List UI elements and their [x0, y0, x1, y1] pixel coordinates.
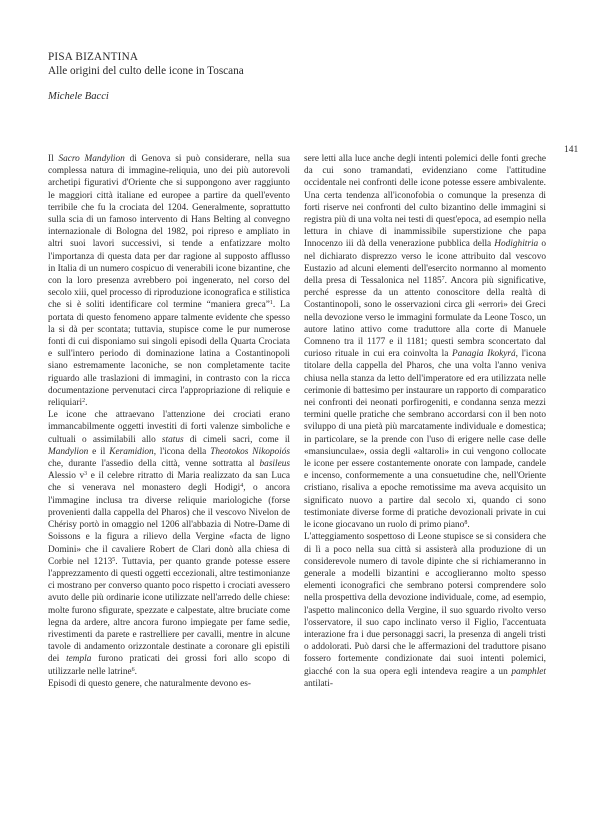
footnote-ref: 1 — [269, 300, 273, 307]
footnote-ref: 2 — [82, 398, 86, 405]
running-header — [48, 51, 448, 103]
text-run: . — [467, 520, 470, 531]
header-author: Michele Bacci — [48, 91, 109, 102]
text-run: che, durante l'assedio della città, venne sottratta al — [48, 459, 260, 470]
text-run: . — [134, 666, 137, 677]
text-run: di Genova si può considerare, nella sua complessa natura di immagine-reliquia, uno dei più autorevoli archetipi figurativi d'Oriente che si suppongono aver raggiunto le maggiori città italiane ed europee a partire da quell'evento terribile che fu la crociata del 1204. Generalmente, soprattutto sulla scia di un famoso intervento di Hans Belting al convegno internazionale di Bologna del 1982, poi ripreso e ampliato in altri suoi lavori successivi, si tende a enfatizzare molto l'importanza di questa data per dar ragione al supposto afflusso in Italia di un numero cospicuo di venerabili icone bizantine, che con la loro presenza avrebbero poi ingenerato, nel corso del secolo xiii, quel processo di riproduzione iconografica e stilistica che si è soliti identificare col termine “maniera greca” — [48, 154, 290, 311]
right-column — [304, 153, 546, 690]
italic-term: status — [161, 434, 184, 445]
text-run: Il — [48, 154, 59, 164]
paragraph — [304, 531, 546, 690]
header-subtitle: Alle origini del culto delle icone in Toscana — [48, 65, 244, 77]
italic-term: Sacro Mandylion — [58, 154, 125, 164]
paragraph — [304, 153, 546, 531]
text-run: . La portata di questo fenomeno appare talmente evidente che spesso la si dà per scontata; tuttavia, stupisce come le pur numerose fonti di cui disponiamo sui singoli episodi della Quarta Crociata e sull'intero periodo di dominazione latina a Costantinopoli siano estremamente laconiche, se non completamente tacite riguardo alle traslazioni di immagini, in contrasto con la ricca documentazione pervenutaci circa l'appropriazione di reliquie e reliquiari — [48, 300, 290, 409]
text-run: di cimeli sacri, come il — [183, 434, 290, 445]
text-run: L'atteggiamento sospettoso di Leone stupisce se si considera che di lì a poco nella sua città si assisterà alla produzione di un considerevole numero di tavole dipinte che si richiameranno in generale a modelli bizantini e accoglieranno molto spesso elementi iconografici che sembrano potersi comprendere solo nella prospettiva della devozione individuale, come, ad esempio, l'aspetto malinconico della Vergine, il suo sguardo rivolto verso l'osservatore, il suo capo inclinato verso il Figlio, l'accentuata interazione fra i due personaggi sacri, la presenza di angeli tristi o addolorati. Può darsi che le affermazioni del traduttore pisano fossero fortemente condizionate dai suoi intenti polemici, giacché con la sua opera egli intendeva reagire a un — [304, 532, 546, 677]
page-number: 141 — [564, 145, 579, 155]
text-run: , o ancora l'immagine inclusa tra diverse reliquie mariologiche (forse provenienti dalla cappella del Pharos) che il vescovo Nivelon de Chérisy portò in omaggio nel 1206 all'abbazia di Notre-Dame di Soissons e la figura a rilievo della Vergine «facta de ligno Domini» che il cavaliere Robert de Clari donò alla chiesa di Corbie nel 1213 — [48, 483, 290, 567]
text-run: e il — [88, 446, 110, 457]
footnote-ref: 4 — [240, 483, 244, 490]
italic-term: Keramidion — [109, 446, 154, 457]
paragraph — [48, 153, 290, 409]
italic-term: Hodighitria — [494, 239, 539, 250]
footnote-ref: 3 — [84, 471, 88, 478]
text-run: . — [85, 398, 88, 409]
text-run: , l'icona della — [153, 446, 211, 457]
text-run: Episodi di questo genere, che naturalmente devono es- — [48, 678, 251, 689]
text-run: furono praticati dei grossi fori allo scopo di utilizzarle nelle latrine — [48, 654, 290, 677]
left-column — [48, 153, 290, 690]
text-run: sere letti alla luce anche degli intenti polemici delle fonti greche da cui sono tramandati, evidenziano come l'attitudine occidentale nei confronti delle icone potesse essere ambivalente. Una certa tendenza all'iconofobia o comunque la presenza di forti riserve nei confronti del culto bizantino delle immagini si registra più di una volta nei testi di quest'epoca, ad esempio nella lettura in chiave di inammissibile superstizione che papa Innocenzo iii dà della venerazione pubblica della — [304, 154, 546, 250]
text-run: e il celebre ritratto di Maria realizzato da san Luca che si venerava nel monastero degli Hodigi — [48, 471, 290, 494]
paragraph — [48, 409, 290, 677]
text-run: Alessio v — [48, 471, 85, 482]
italic-term: pamphlet — [511, 666, 546, 677]
italic-term: templa — [66, 654, 92, 665]
paragraph — [48, 678, 290, 690]
text-run: antilati- — [304, 678, 333, 689]
text-run: , l'icona titolare della cappella del Pharos, che una volta l'anno veniva chiusa nella stanza da letto dell'imperatore ed era utilizzata nelle cerimonie di battesimo per instaurare un rapporto di comparatico nei confronti dei neonati porfirogeniti, e condanna senza mezzi termini quelle pratiche che sembrano accordarsi con il ben noto sviluppo di una pietà più marcatamente individuale e domestica; in particolare, se la prende con l'uso di erigere nelle case delle «mansiunculae», ossia degli «altaroli» in cui vengono collocate le icone per essere costantemente onorate con lampade, candele e incenso, conformemente a una consuetudine che, nell'Oriente cristiano, risaliva a epoche remotissime ma aveva acquisito un significato nuovo a partire dal secolo xi, quando ci sono testimoniate diverse forme di pratiche devozionali private in cui le icone giocavano un ruolo di primo piano — [304, 349, 546, 531]
text-run: o nel dichiarato disprezzo verso le icone attribuito dal vescovo Eustazio ad alcuni elementi dell'esercito normanno al momento della presa di Tessalonica nel 1185 — [304, 239, 546, 287]
footnote-ref: 8 — [464, 520, 468, 527]
text-run: Le icone che attraevano l'attenzione dei crociati erano immancabilmente oggetti investiti di forti valenze simboliche e cultuali o assimilabili allo — [48, 410, 290, 445]
italic-term: basileus — [259, 459, 290, 470]
italic-term: Panagia Ikokyrá — [452, 349, 516, 360]
italic-term: Theotokos Nikopoiós — [210, 446, 291, 457]
footnote-ref: 6 — [131, 666, 135, 673]
text-run: . Ancora più significative, perché espresse da un attento conoscitore della realtà di Costantinopoli, sono le osservazioni circa gli «errori» dei Greci nella devozione verso le immagini formulate da Leone Tosco, un autore latino attivo come traduttore alla corte di Manuele Comneno tra il 1177 e il 1181; questi sembra sconcertato dal curioso rituale in cui era coinvolta la — [304, 276, 546, 360]
footnote-ref: 5 — [112, 556, 116, 563]
text-run: . Tuttavia, per quanto grande potesse essere l'apprezzamento di questi oggetti eccezionali, altre testimonianze ci mostrano per converso quanto poco rispetto i crociati avessero avuto delle più ordinarie icone utilizzate nell'arredo delle chiese: molte furono sfigurate, spezzate e calpestate, altre bruciate come legna da ardere, altre ancora furono impiegate per fame sedie, rivestimenti da parete e rastrelliere per cavalli, mentre in alcune tavole di andamento orizzontale destinate a coronare gli epistili dei — [48, 556, 291, 665]
header-title: PISA BIZANTINA — [48, 51, 139, 63]
italic-term: Mandylion — [48, 446, 89, 457]
footnote-ref: 7 — [441, 276, 445, 283]
